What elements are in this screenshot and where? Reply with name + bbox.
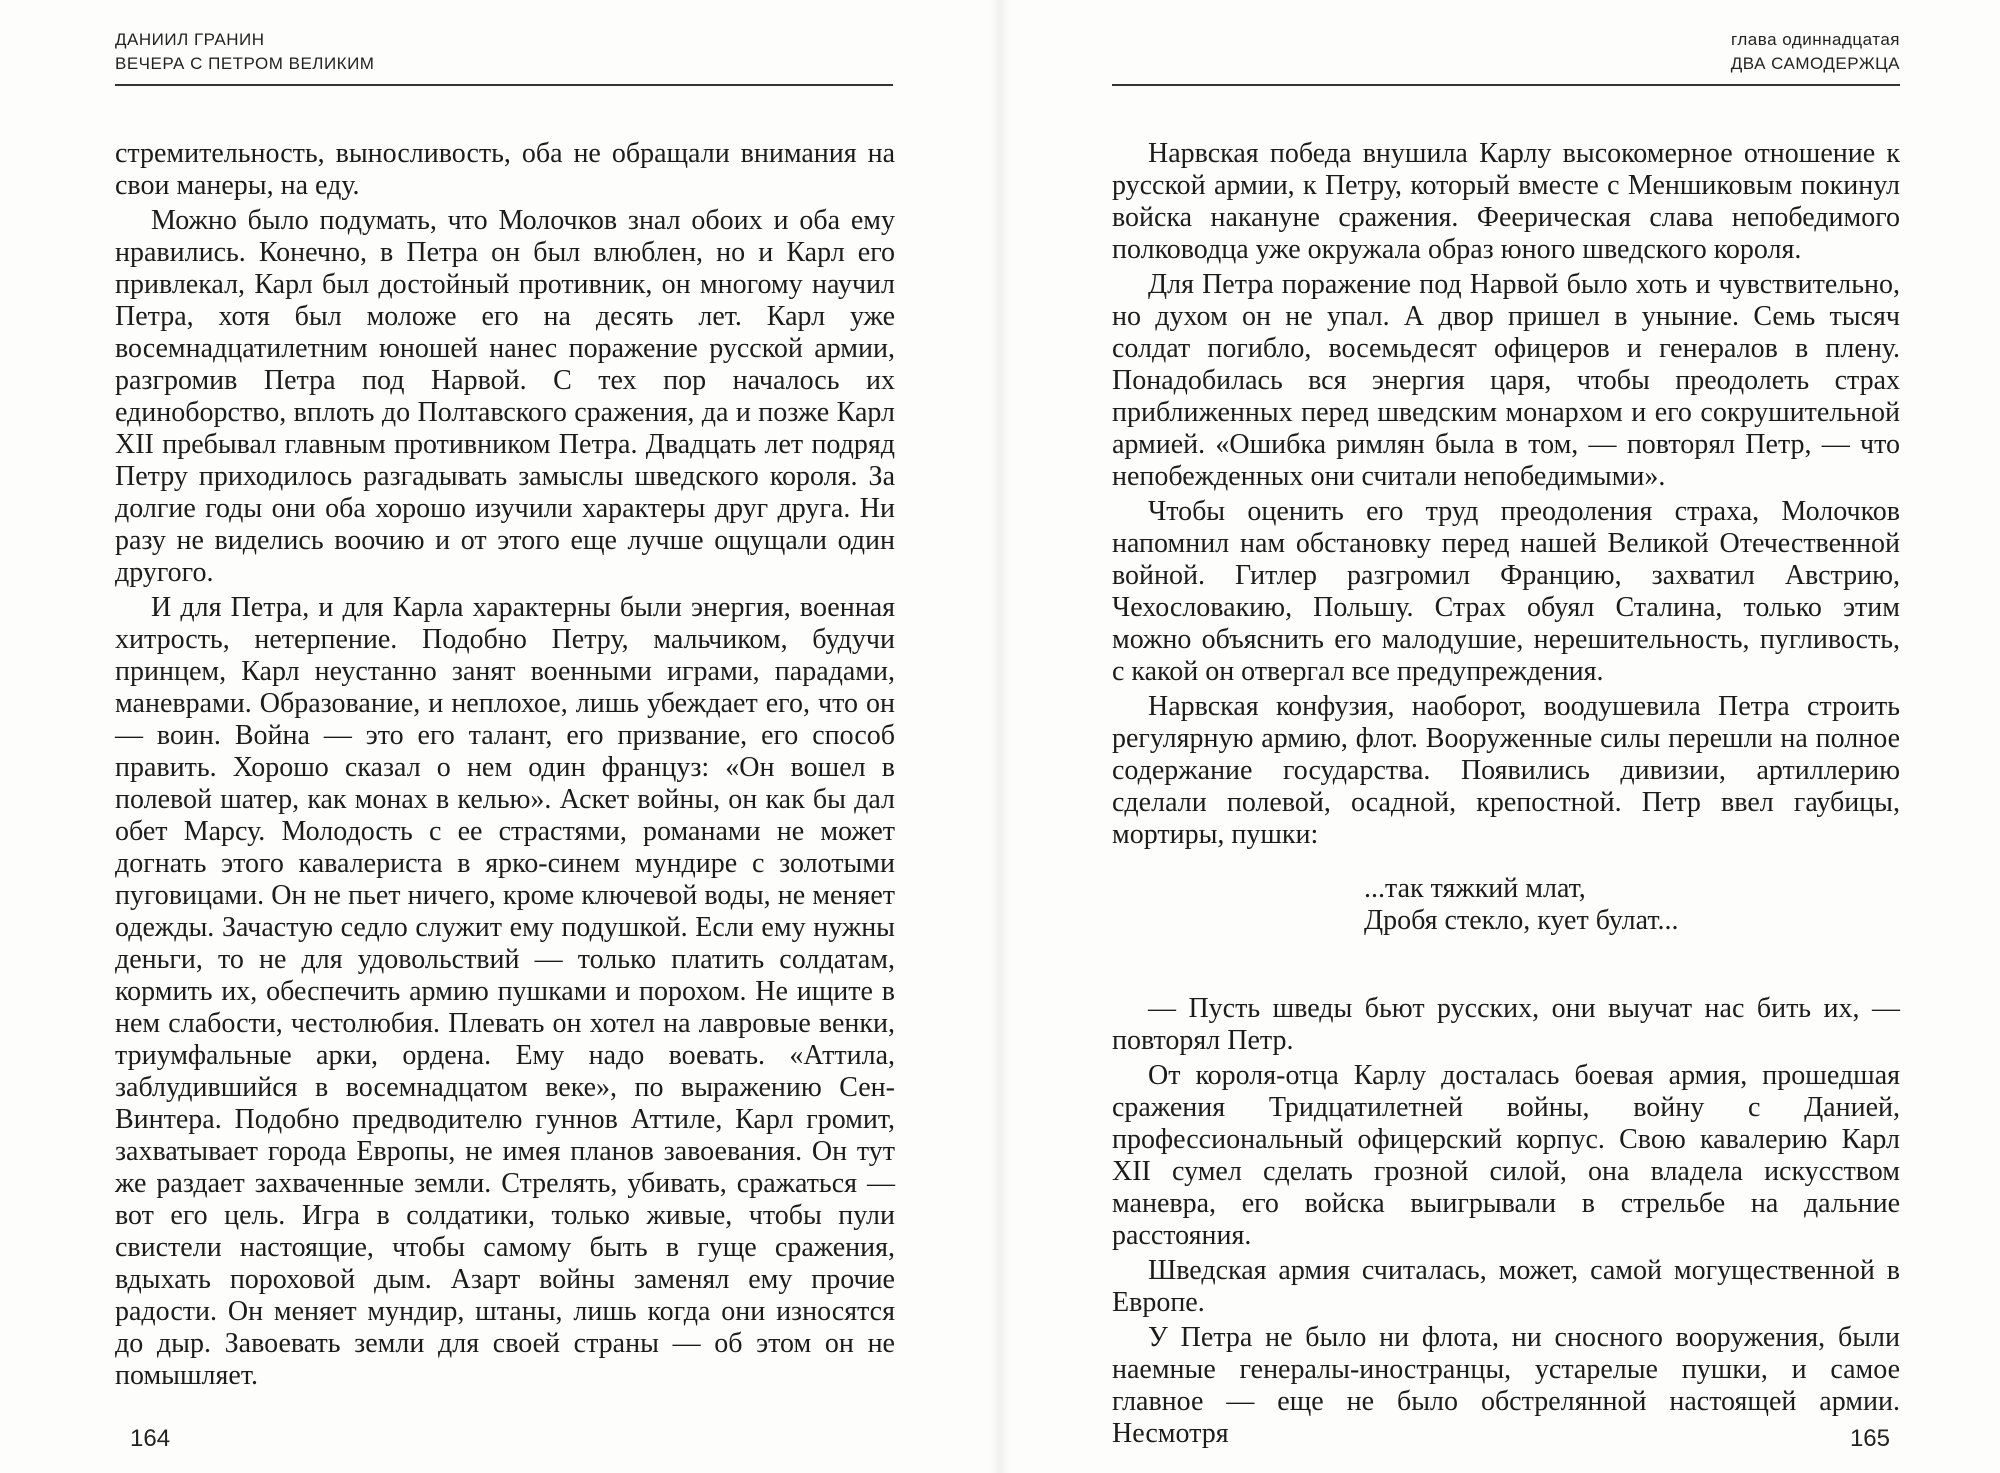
verse-line: Дробя стекло, кует булат... xyxy=(1364,905,1679,936)
body-text-left xyxy=(115,138,895,1395)
verse-quote xyxy=(1112,873,1900,937)
verse-line: ...так тяжкий млат, xyxy=(1364,873,1586,904)
paragraph: Шведская армия считалась, может, самой могущественной в Европе. xyxy=(1112,1255,1900,1318)
header-rule xyxy=(115,84,893,86)
paragraph: От короля-отца Карлу досталась боевая армия, прошедшая сражения Тридцатилетней войны, войну с Данией, профессиональный офицерский корпус. Свою кавалерию Карл XII сумел сделать грозной силой, она владела искусством маневра, его войска выигрывали в стрельбе на дальние расстояния. xyxy=(1112,1060,1900,1251)
page-number: 164 xyxy=(130,1425,171,1452)
author-name: ДАНИИЛ ГРАНИН xyxy=(115,30,265,49)
paragraph: Чтобы оценить его труд преодоления страха, Молочков напомнил нам обстановку перед нашей Великой Отечественной войной. Гитлер разгромил Францию, захватил Австрию, Чехословакию, Польшу. Страх обуял Сталина, только этим можно объяснить его малодушие, нерешительность, пугливость, с какой он отвергал все предупреждения. xyxy=(1112,496,1900,687)
right-page xyxy=(1000,0,2000,1473)
chapter-title: ДВА САМОДЕРЖЦА xyxy=(1730,54,1900,73)
paragraph: Нарвская победа внушила Карлу высокомерное отношение к русской армии, к Петру, который вместе с Меншиковым покинул войска накануне сражения. Феерическая слава непобедимого полководца уже окружала образ юного шведского короля. xyxy=(1112,138,1900,265)
book-title: ВЕЧЕРА С ПЕТРОМ ВЕЛИКИМ xyxy=(115,54,375,73)
paragraph: И для Петра, и для Карла характерны были энергия, военная хитрость, нетерпение. Подобно Петру, мальчиком, будучи принцем, Карл неустанно занят военными играми, парадами, маневрами. Образование, и неплохое, лишь убеждает его, что он — воин. Война — это его талант, его призвание, его способ править. Хорошо сказал о нем один француз: «Он вошел в полевой шатер, как монах в келью». Аскет войны, он как бы дал обет Марсу. Молодость с ее страстями, романами не может догнать этого кавалериста в ярко-синем мундире с золотыми пуговицами. Он не пьет ничего, кроме ключевой воды, не меняет одежды. Зачастую седло служит ему подушкой. Если ему нужны деньги, то не для удовольствий — только платить солдатам, кормить их, обеспечить армию пушками и порохом. Не ищите в нем слабости, честолюбия. Плевать он хотел на лавровые венки, триумфальные арки, ордена. Ему надо воевать. «Аттила, заблудившийся в восемнадцатом веке», по выражению Сен-Винтера. Подобно предводителю гуннов Аттиле, Карл громит, захватывает города Европы, не имея планов завоевания. Он тут же раздает захваченные земли. Стрелять, убивать, сражаться — вот его цель. Игра в солдатики, только живые, чтобы пули свистели настоящие, чтобы самому быть в гуще сражения, вдыхать пороховой дым. Азарт войны заменял ему прочие радости. Он меняет мундир, штаны, лишь когда они износятся до дыр. Завоевать земли для своей страны — об этом он не помышляет. xyxy=(115,592,895,1391)
body-text-right xyxy=(1112,138,1900,1453)
paragraph: стремительность, выносливость, оба не обращали внимания на свои манеры, на еду. xyxy=(115,138,895,201)
chapter-label: глава одиннадцатая xyxy=(1731,30,1900,49)
paragraph: У Петра не было ни флота, ни сносного вооружения, были наемные генералы-иностранцы, устарелые пушки, и самое главное — еще не было обстрелянной настоящей армии. Несмотря xyxy=(1112,1322,1900,1449)
paragraph: Можно было подумать, что Молочков знал обоих и оба ему нравились. Конечно, в Петра он был влюблен, но и Карл его привлекал, Карл был достойный противник, он многому научил Петра, хотя был моложе его на десять лет. Карл уже восемнадцатилетним юношей нанес поражение русской армии, разгромив Петра под Нарвой. С тех пор началось их единоборство, вплоть до Полтавского сражения, да и позже Карл XII пребывал главным противником Петра. Двадцать лет подряд Петру приходилось разгадывать замыслы шведского короля. За долгие годы они оба хорошо изучили характеры друг друга. Ни разу не виделись воочию и от этого еще лучше ощущали один другого. xyxy=(115,205,895,588)
running-head-left xyxy=(115,28,374,76)
running-head-right xyxy=(1731,28,1900,76)
paragraph: — Пусть шведы бьют русских, они выучат нас бить их, — повторял Петр. xyxy=(1112,993,1900,1056)
page-number: 165 xyxy=(1849,1425,1890,1452)
paragraph: Для Петра поражение под Нарвой было хоть и чувствительно, но духом он не упал. А двор пришел в уныние. Семь тысяч солдат погибло, восемьдесят офицеров и генералов в плену. Понадобилась вся энергия царя, чтобы преодолеть страх приближенных перед шведским монархом и его сокрушительной армией. «Ошибка римлян была в том, — повторял Петр, — что непобежденных они считали непобедимыми». xyxy=(1112,269,1900,492)
header-rule xyxy=(1112,84,1900,86)
paragraph: Нарвская конфузия, наоборот, воодушевила Петра строить регулярную армию, флот. Вооруженные силы перешли на полное содержание государства. Появились дивизии, артиллерию сделали полевой, осадной, крепостной. Петр ввел гаубицы, мортиры, пушки: xyxy=(1112,691,1900,850)
